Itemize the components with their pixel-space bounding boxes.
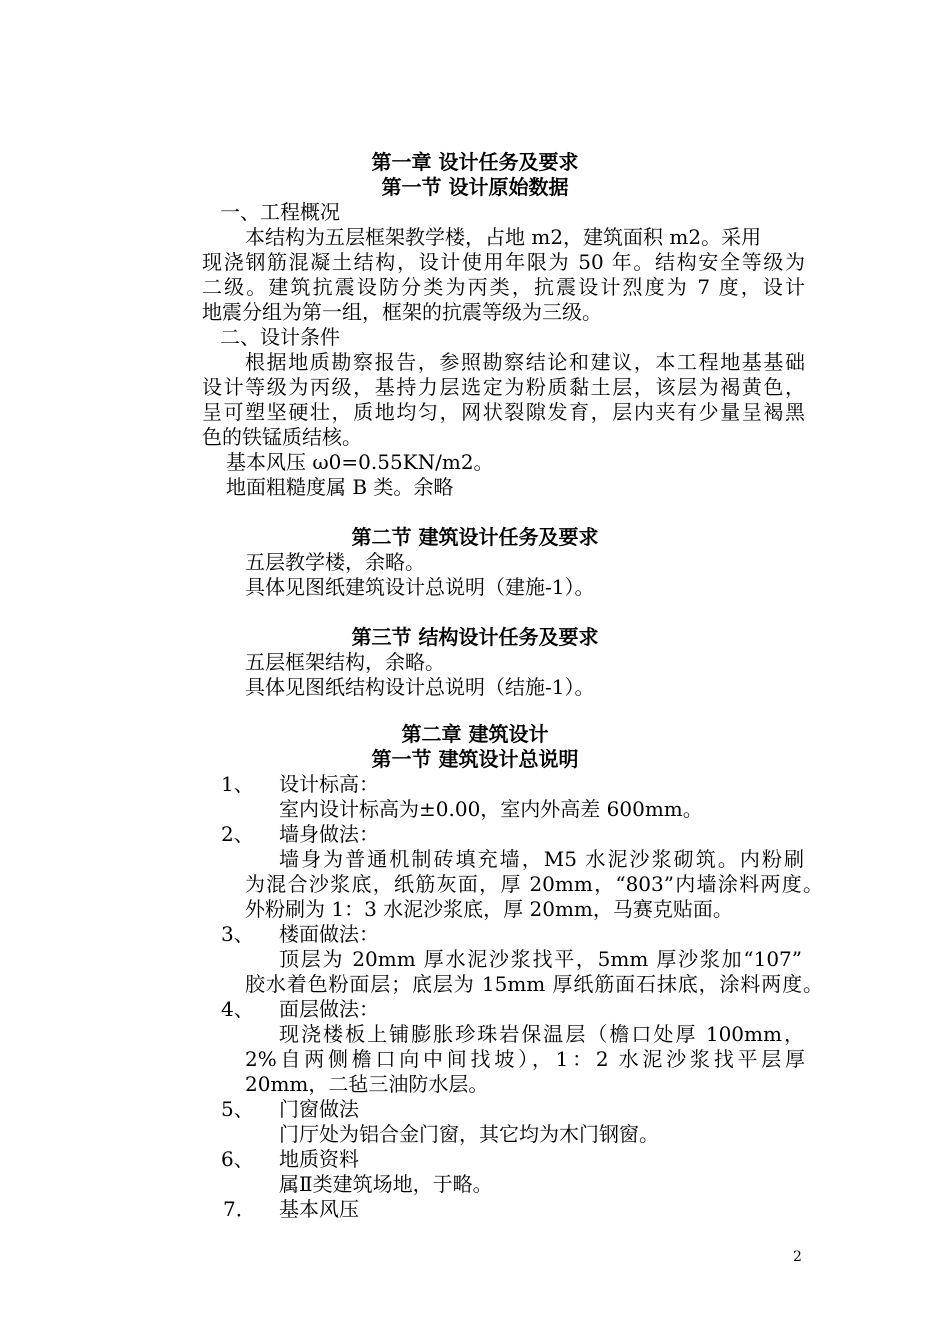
basic-wind-pressure: 基本风压 ω0=0.55KN/m2。	[226, 450, 494, 474]
list-item-title: 设计标高：	[279, 772, 379, 796]
paragraph-line: 二级。建筑抗震设防分类为丙类，抗震设计烈度为 7 度，设计	[202, 275, 805, 299]
list-item-title: 墙身做法：	[279, 822, 379, 846]
chapter-2-section-1-title: 第一节 建筑设计总说明	[371, 747, 579, 771]
chapter-1-title: 第一章 设计任务及要求	[371, 150, 579, 174]
list-item-line: 门厅处为铝合金门窗，其它均为木门钢窗。	[279, 1122, 659, 1146]
list-item-number: 4、	[221, 997, 254, 1021]
list-item-line: 胶水着色粉面层；底层为 15mm 厚纸筋面石抹底，涂料两度。	[245, 972, 823, 996]
list-item-title: 基本风压	[279, 1197, 359, 1221]
list-item-line: 顶层为 20mm 厚水泥沙浆找平，5mm 厚沙浆加“107”	[279, 947, 802, 971]
section-3-line: 具体见图纸结构设计总说明（结施-1）。	[245, 675, 595, 699]
list-item-title: 门窗做法	[279, 1097, 359, 1121]
list-item-line: 属Ⅱ类建筑场地，于略。	[279, 1172, 493, 1196]
chapter-1-section-2-title: 第二节 建筑设计任务及要求	[351, 525, 599, 549]
section-2-line: 具体见图纸建筑设计总说明（建施-1）。	[245, 575, 595, 599]
paragraph-line: 地震分组为第一组，框架的抗震等级为三级。	[202, 300, 602, 324]
list-item-line: 墙身为普通机制砖填充墙，M5 水泥沙浆砌筑。内粉刷	[279, 847, 804, 871]
list-item-title: 楼面做法：	[279, 922, 379, 946]
list-item-number: 5、	[221, 1097, 254, 1121]
paragraph-line: 设计等级为丙级，基持力层选定为粉质黏土层，该层为褐黄色，	[202, 375, 805, 399]
sub-heading-project-overview: 一、工程概况	[220, 200, 340, 224]
section-3-line: 五层框架结构，余略。	[245, 650, 445, 674]
list-item-number: 1、	[221, 772, 254, 796]
list-item-number: 7．	[223, 1197, 256, 1221]
ground-roughness: 地面粗糙度属 B 类。余略	[226, 475, 454, 499]
list-item-line: 外粉刷为 1：3 水泥沙浆底，厚 20mm，马赛克贴面。	[245, 897, 733, 921]
chapter-1-section-1-title: 第一节 设计原始数据	[381, 175, 569, 199]
list-item-line: 为混合沙浆底，纸筋灰面，厚 20mm，“803”内墙涂料两度。	[245, 872, 823, 896]
paragraph-line: 根据地质勘察报告，参照勘察结论和建议，本工程地基基础	[245, 350, 805, 374]
paragraph-line: 本结构为五层框架教学楼，占地 m2，建筑面积 m2。采用	[245, 225, 762, 249]
list-item-line: 现浇楼板上铺膨胀珍珠岩保温层（檐口处厚 100mm，	[279, 1022, 804, 1046]
list-item-number: 2、	[221, 822, 254, 846]
sub-heading-design-conditions: 二、设计条件	[220, 325, 340, 349]
list-item-line: 2%自两侧檐口向中间找坡），1：2 水泥沙浆找平层厚	[245, 1047, 805, 1071]
list-item-number: 3、	[221, 922, 254, 946]
list-item-title: 地质资料	[279, 1147, 359, 1171]
list-item-number: 6、	[221, 1147, 254, 1171]
list-item-line: 室内设计标高为±0.00，室内外高差 600mm。	[279, 797, 703, 821]
list-item-line: 20mm，二毡三油防水层。	[245, 1072, 489, 1096]
list-item-title: 面层做法：	[279, 997, 379, 1021]
chapter-2-title: 第二章 建筑设计	[401, 722, 549, 746]
chapter-1-section-3-title: 第三节 结构设计任务及要求	[351, 625, 599, 649]
paragraph-line: 呈可塑坚硬壮，质地均匀，网状裂隙发育，层内夹有少量呈褐黑	[202, 400, 805, 424]
section-2-line: 五层教学楼，余略。	[245, 550, 425, 574]
paragraph-line: 色的铁锰质结核。	[202, 425, 362, 449]
page-number: 2	[793, 1249, 802, 1265]
paragraph-line: 现浇钢筋混凝土结构，设计使用年限为 50 年。结构安全等级为	[202, 250, 805, 274]
